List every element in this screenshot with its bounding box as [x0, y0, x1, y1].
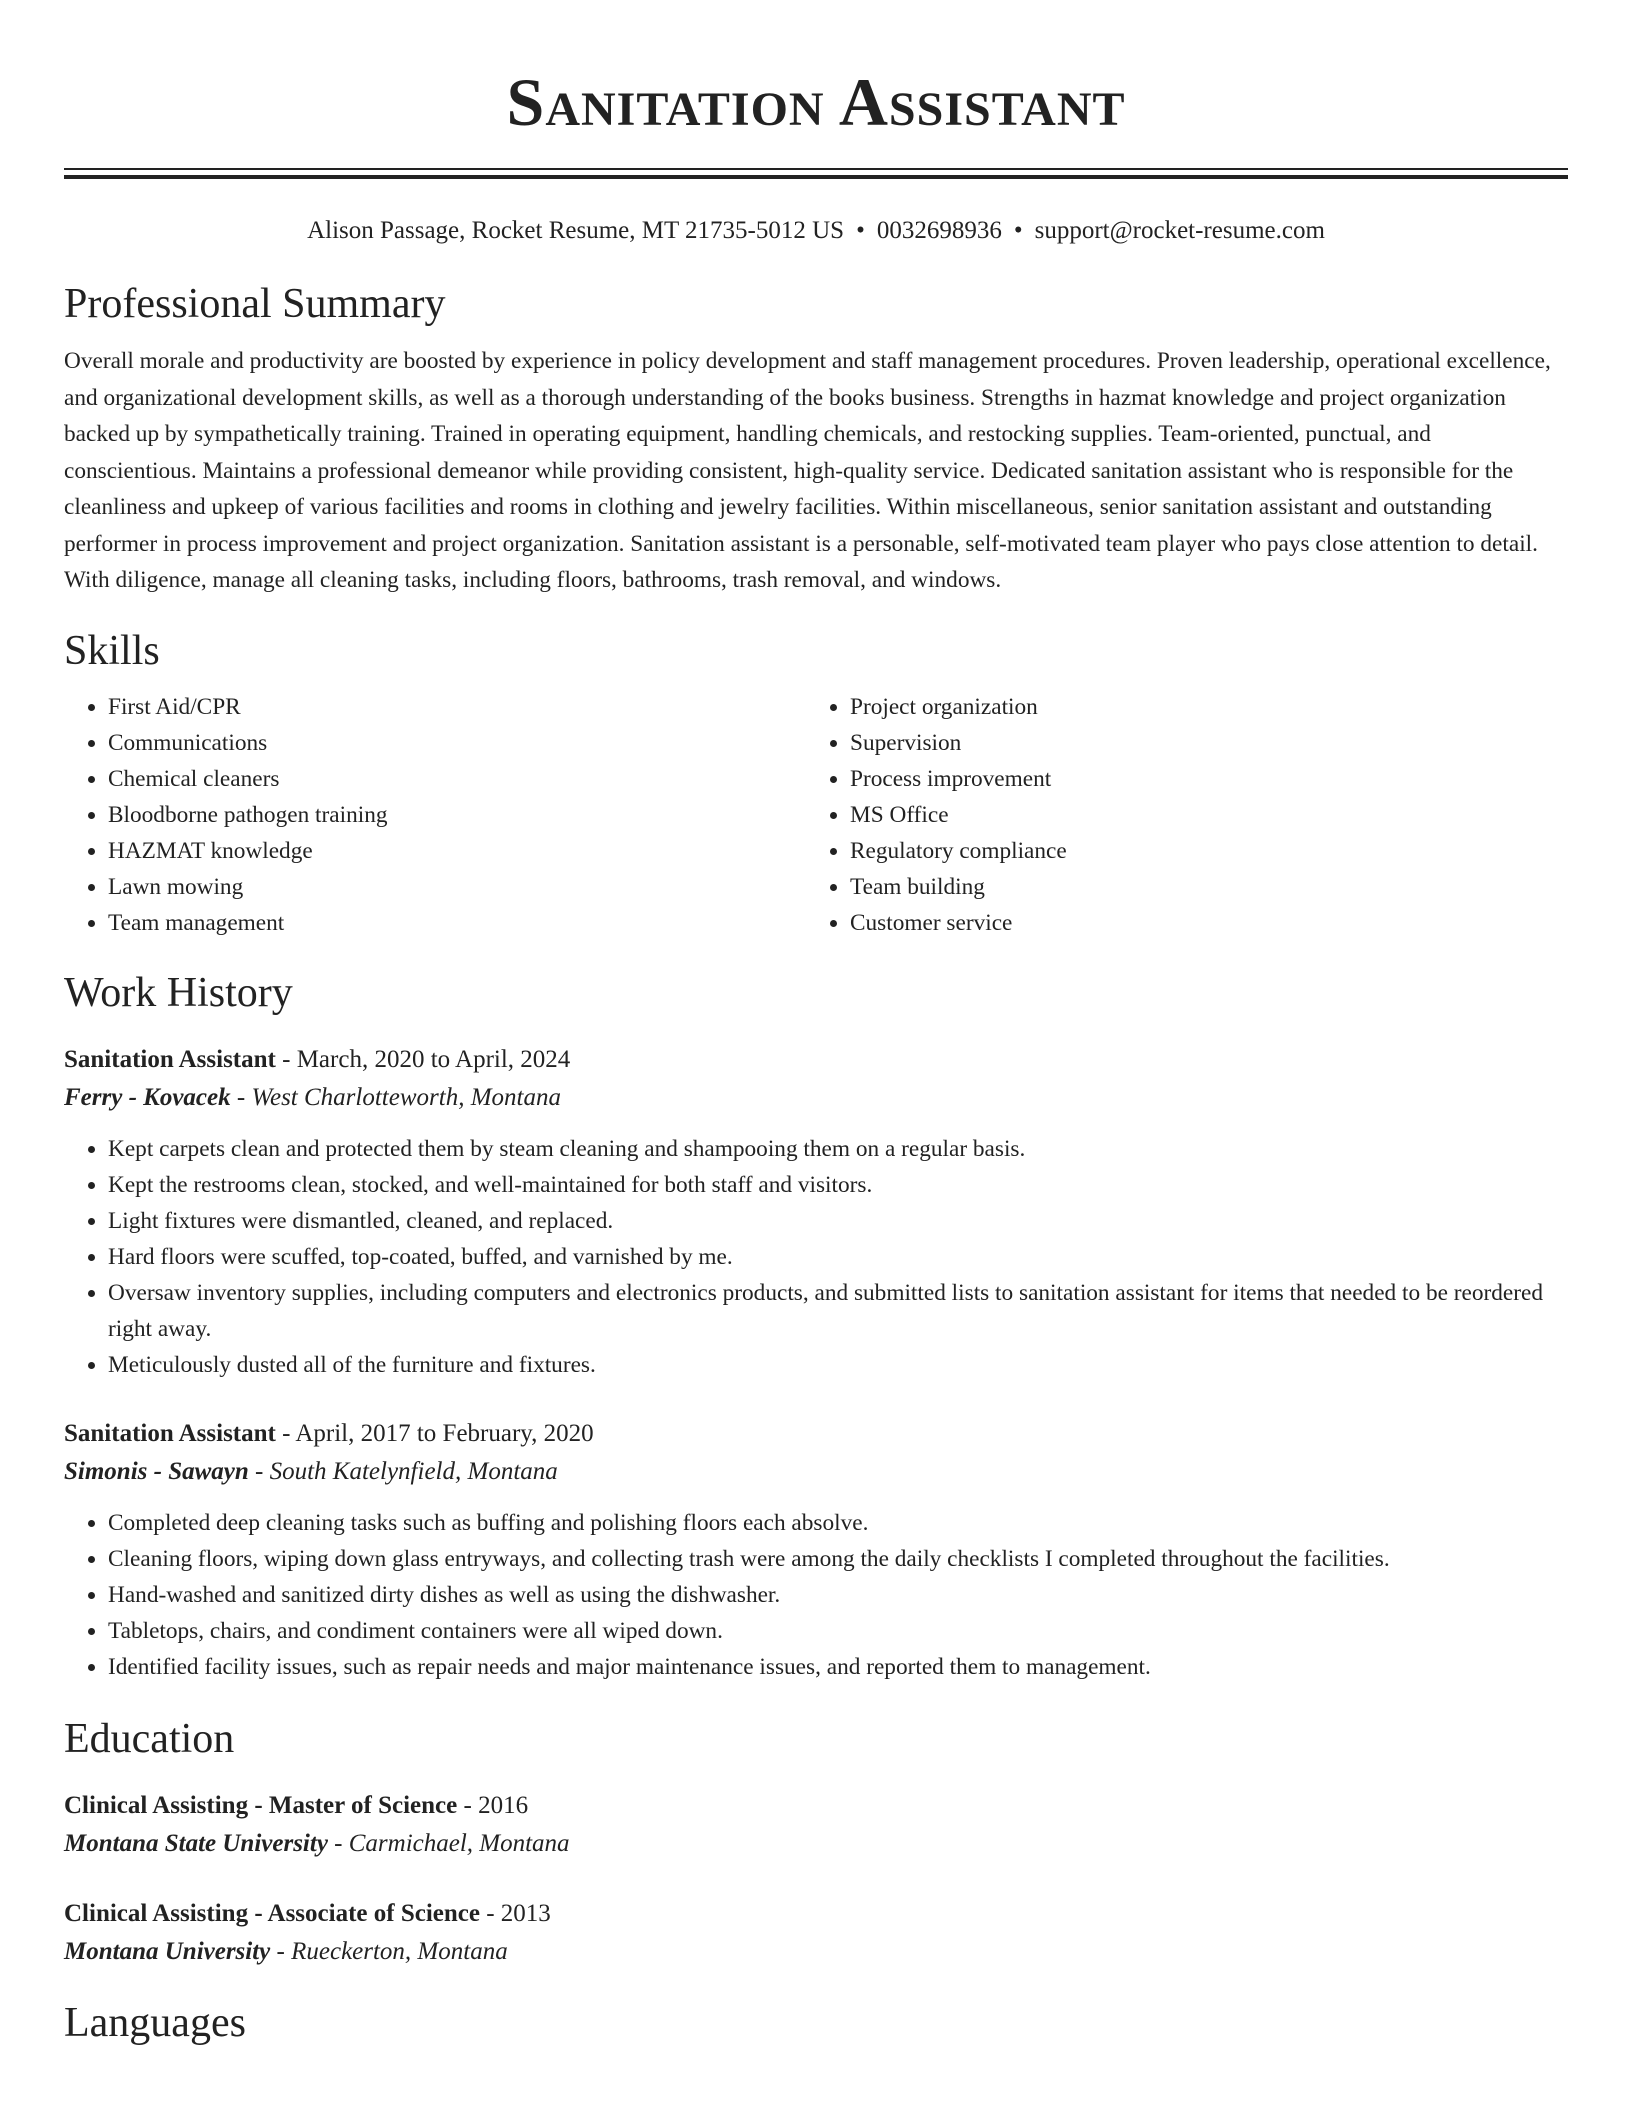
job-duty: • Completed deep cleaning tasks such as buffing and polishing floors each absolve. [108, 1505, 1568, 1541]
skill-item: • Bloodborne pathogen training [108, 797, 806, 833]
skill-item: • Customer service [850, 905, 1568, 941]
job-duty: • Identified facility issues, such as repair needs and major maintenance issues, and reported them to management. [108, 1649, 1568, 1685]
job-entry [64, 1041, 1568, 1383]
skill-item: • HAZMAT knowledge [108, 833, 806, 869]
education-heading: Education [64, 1715, 235, 1762]
education-entry [64, 1895, 1568, 1971]
job-dates: - March, 2020 to April, 2024 [275, 1045, 571, 1073]
job-location: - South Katelynfield, Montana [248, 1457, 558, 1485]
job-duties [64, 1505, 1568, 1685]
skill-item: • Project organization [850, 689, 1568, 725]
job-dates: - April, 2017 to February, 2020 [275, 1419, 594, 1447]
job-duty: • Meticulously dusted all of the furniture and fixtures. [108, 1347, 1568, 1383]
degree-name: Clinical Assisting - Master of Science [64, 1791, 458, 1819]
job-title-line [64, 1415, 1568, 1453]
skill-item: • Team management [108, 905, 806, 941]
education-entry [64, 1787, 1568, 1863]
skill-item: • Chemical cleaners [108, 761, 806, 797]
work-history-heading: Work History [64, 969, 293, 1016]
skill-item: • First Aid/CPR [108, 689, 806, 725]
school-line [64, 1825, 1568, 1863]
school-location: - Carmichael, Montana [327, 1829, 570, 1857]
skill-item: • Communications [108, 725, 806, 761]
job-duty: • Tabletops, chairs, and condiment containers were all wiped down. [108, 1613, 1568, 1649]
contact-email: support@rocket-resume.com [1034, 217, 1325, 244]
school-name: Montana State University [64, 1829, 328, 1857]
job-duty: • Kept the restrooms clean, stocked, and well-maintained for both staff and visitors. [108, 1167, 1568, 1203]
skills-list [64, 689, 1568, 941]
job-duty: • Hard floors were scuffed, top-coated, buffed, and varnished by me. [108, 1239, 1568, 1275]
job-duty: • Cleaning floors, wiping down glass entryways, and collecting trash were among the daily checklists I completed throughout the facilities. [108, 1541, 1568, 1577]
job-company-line [64, 1453, 1568, 1491]
school-location: - Rueckerton, Montana [270, 1937, 508, 1965]
job-duty: • Hand-washed and sanitized dirty dishes as well as using the dishwasher. [108, 1577, 1568, 1613]
school-line [64, 1933, 1568, 1971]
summary-text: Overall morale and productivity are boosted by experience in policy development and staff management procedures. Proven leadership, operational excellence, and organizational development skills, as well as a thorough understanding of the books business. Strengths in hazmat knowledge and project organization backed up by sympathetically training. Trained in operating equipment, handling chemicals, and restocking supplies. Team-oriented, punctual, and conscientious. Maintains a professional demeanor while providing consistent, high-quality service. Dedicated sanitation assistant who is responsible for the cleanliness and upkeep of various facilities and rooms in clothing and jewelry facilities. Within miscellaneous, senior sanitation assistant and outstanding performer in process improvement and project organization. Sanitation assistant is a personable, self-motivated team player who pays close attention to detail. With diligence, manage all cleaning tasks, including floors, bathrooms, trash removal, and windows. [64, 348, 1551, 593]
skill-item: • Lawn mowing [108, 869, 806, 905]
contact-phone: 0032698936 [876, 217, 1002, 244]
job-duty: • Oversaw inventory supplies, including computers and electronics products, and submitted lists to sanitation assistant for items that needed to be reordered right away. [108, 1275, 1568, 1347]
degree-line [64, 1787, 1568, 1825]
skill-item: • MS Office [850, 797, 1568, 833]
job-title: Sanitation Assistant [64, 1419, 276, 1447]
job-company-line [64, 1079, 1568, 1117]
skills-column-right [806, 689, 1568, 941]
job-company: Simonis - Sawayn [64, 1457, 249, 1485]
skill-item: • Regulatory compliance [850, 833, 1568, 869]
job-duty: • Light fixtures were dismantled, cleaned, and replaced. [108, 1203, 1568, 1239]
job-duties [64, 1131, 1568, 1383]
degree-line [64, 1895, 1568, 1933]
summary-heading: Professional Summary [64, 281, 446, 327]
languages-heading: Languages [64, 1999, 246, 2046]
degree-year: - 2016 [457, 1791, 529, 1819]
title-divider [64, 168, 1568, 170]
skill-item: • Process improvement [850, 761, 1568, 797]
school-name: Montana University [64, 1937, 271, 1965]
contact-address: Alison Passage, Rocket Resume, MT 21735-5012 US [307, 217, 845, 244]
job-company: Ferry - Kovacek [64, 1083, 231, 1111]
contact-separator: • [856, 217, 865, 244]
skill-item: • Supervision [850, 725, 1568, 761]
job-title: Sanitation Assistant [64, 1045, 276, 1073]
job-location: - West Charlotteworth, Montana [230, 1083, 561, 1111]
skills-column-left [64, 689, 806, 941]
contact-line [64, 214, 1568, 248]
job-title-line [64, 1041, 1568, 1079]
job-entry [64, 1415, 1568, 1685]
skill-item: • Team building [850, 869, 1568, 905]
job-duty: • Kept carpets clean and protected them by steam cleaning and shampooing them on a regular basis. [108, 1131, 1568, 1167]
contact-separator: • [1013, 217, 1023, 244]
resume-title: Sanitation Assistant [506, 64, 1126, 140]
degree-year: - 2013 [479, 1899, 551, 1927]
degree-name: Clinical Assisting - Associate of Science [64, 1899, 480, 1927]
skills-heading: Skills [64, 627, 160, 674]
